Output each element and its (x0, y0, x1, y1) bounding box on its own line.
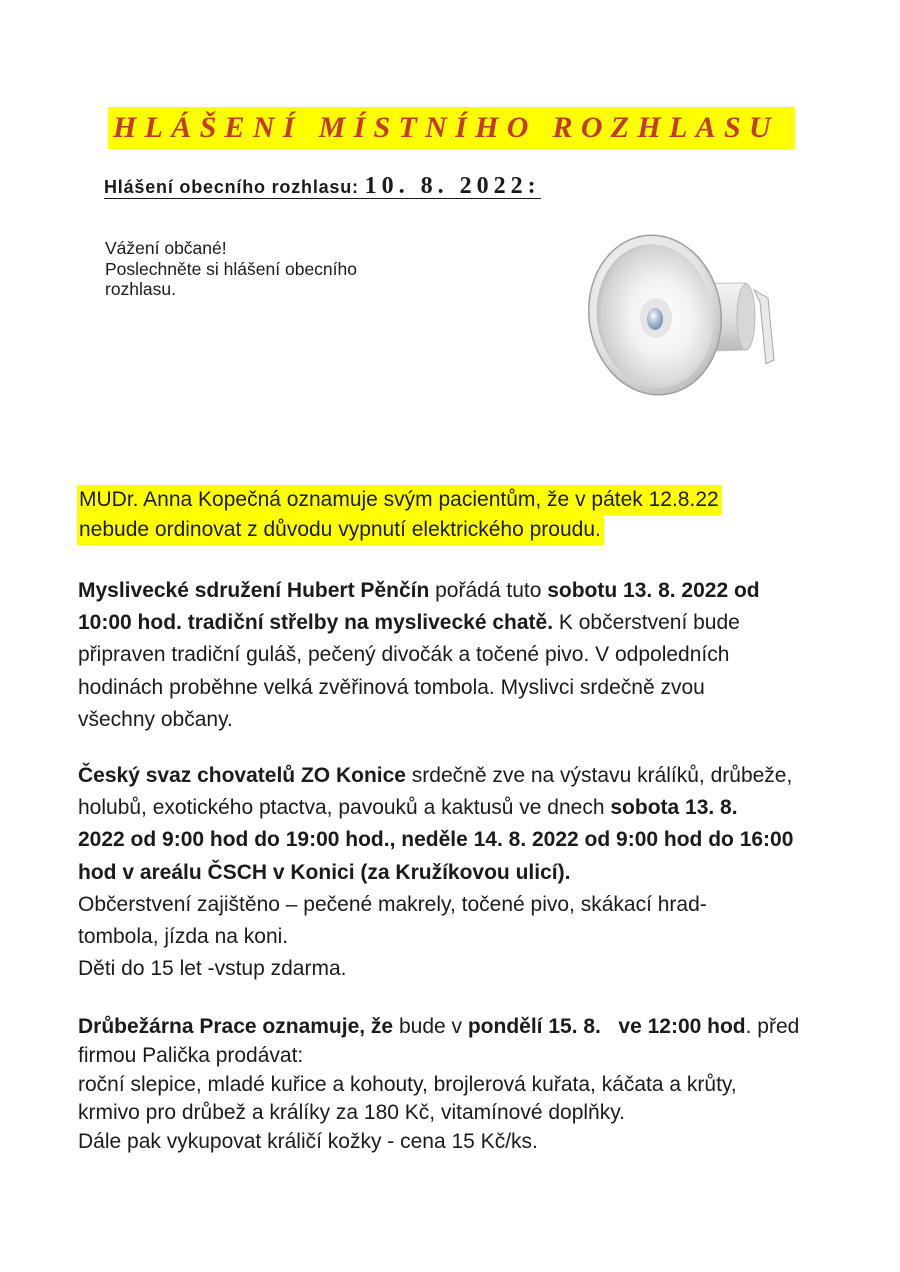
announcement-doctor (77, 485, 722, 545)
text-line (78, 921, 793, 953)
announcement-poultry (78, 1013, 799, 1157)
announcement-hunters (78, 575, 760, 736)
text-segment: pořádá tuto (429, 579, 548, 602)
bold-text: Český svaz chovatelů ZO Konice (78, 764, 406, 787)
speaker-cap (647, 308, 663, 330)
loudspeaker-graphic (578, 228, 783, 400)
text-segment: . před (745, 1015, 800, 1038)
text-line (78, 672, 760, 704)
bold-text: Drůbežárna Prace oznamuje, že (78, 1015, 394, 1038)
bold-text: Myslivecké sdružení Hubert Pěnčín (78, 579, 430, 602)
text-line (78, 1042, 799, 1071)
text-segment: srdečně zve na výstavu králíků, drůbeže, (405, 764, 793, 787)
speaker-bracket (754, 290, 774, 364)
text-line (78, 1099, 799, 1128)
text-segment: Občerstvení zajištěno – pečené makrely, točené pivo, skákací hrad- (78, 892, 707, 916)
bold-text: pondělí 15. 8. ve 12:00 hod (467, 1015, 746, 1038)
broadcast-date: 10. 8. 2022: (364, 173, 541, 199)
text-line (78, 1071, 799, 1100)
text-line (78, 824, 793, 856)
bold-text: sobota 13. 8. (610, 796, 738, 820)
text-line (77, 485, 722, 515)
text-line (78, 953, 793, 985)
text-segment: Děti do 15 let -vstup zdarma. (78, 957, 347, 981)
text-segment: MUDr. Anna Kopečná oznamuje svým pacientům, že v pátek 12.8.22 (77, 485, 722, 515)
greeting-line: Vážení občané! (105, 238, 227, 258)
title-highlight (108, 107, 795, 149)
text-segment: roční slepice, mladé kuřice a kohouty, brojlerová kuřata, káčata a krůty, (78, 1072, 737, 1096)
text-segment: Dále pak vykupovat králičí kožky - cena 15 Kč/ks. (78, 1130, 538, 1154)
text-line (78, 575, 760, 607)
bold-text: sobotu 13. 8. 2022 od (547, 579, 760, 602)
text-segment: všechny občany. (78, 707, 233, 731)
text-segment: tombola, jízda na koni. (78, 925, 289, 949)
text-line (78, 607, 760, 639)
text-line (78, 857, 793, 889)
text-segment: holubů, exotického ptactva, pavouků a kaktusů ve dnech (78, 796, 611, 820)
greeting-line: rozhlasu. (105, 279, 177, 299)
text-line (78, 1013, 799, 1042)
page-title: HLÁŠENÍ MÍSTNÍHO ROZHLASU (113, 111, 779, 144)
bold-text: 2022 od 9:00 hod do 19:00 hod., neděle 14. 8. 2022 od 9:00 hod do 16:00 (78, 828, 794, 852)
text-segment: hodinách proběhne velká zvěřinová tombola. Myslivci srdečně zvou (78, 675, 705, 699)
text-line (78, 1128, 799, 1157)
announcement-breeders (78, 760, 793, 985)
text-segment: krmivo pro drůbež a králíky za 180 Kč, vitamínové doplňky. (78, 1101, 626, 1125)
loudspeaker-icon (578, 228, 783, 400)
text-line (78, 792, 793, 824)
text-line (77, 515, 722, 545)
text-segment: bude v (393, 1015, 468, 1038)
text-line (78, 889, 793, 921)
bold-text: hod v areálu ČSCH v Konici (za Kružíkovou ulicí). (78, 860, 571, 884)
text-segment: připraven tradiční guláš, pečený divočák a točené pivo. V odpoledních (78, 643, 730, 667)
subtitle (104, 174, 541, 199)
subtitle-label: Hlášení obecního rozhlasu: (104, 177, 365, 197)
text-segment: firmou Palička prodávat: (78, 1043, 304, 1067)
greeting (105, 238, 357, 300)
text-line (78, 639, 760, 671)
text-line (78, 760, 793, 792)
bold-text: 10:00 hod. tradiční střelby na myslivecké chatě. (78, 611, 554, 635)
text-segment: nebude ordinovat z důvodu vypnutí elektrického proudu. (77, 515, 604, 545)
speaker-driver (737, 284, 755, 350)
greeting-line: Poslechněte si hlášení obecního (105, 258, 357, 279)
text-segment: K občerstvení bude (553, 611, 740, 635)
text-line (78, 704, 760, 736)
